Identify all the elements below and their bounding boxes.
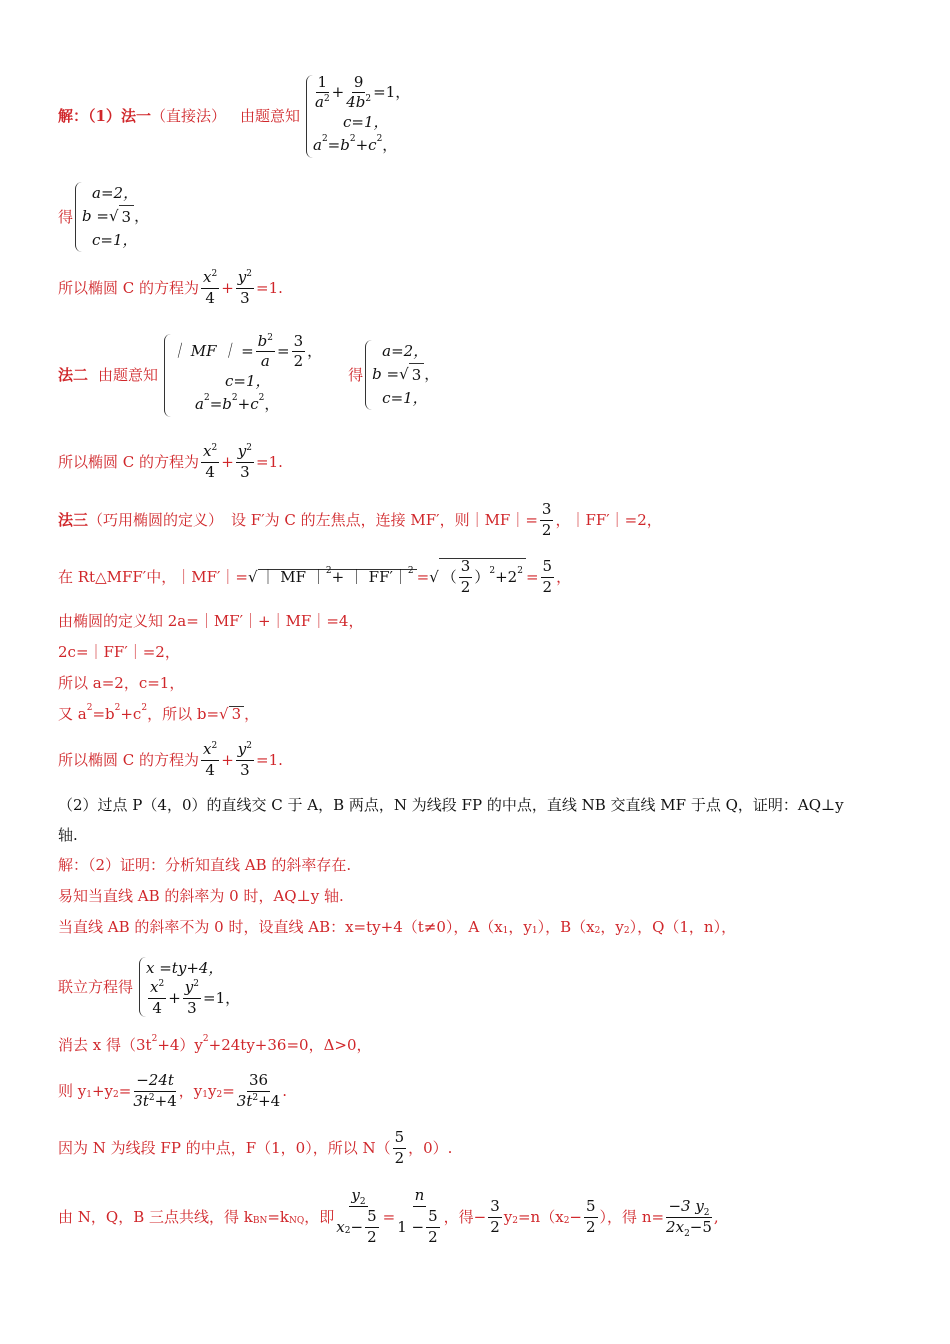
p3-line3: 由椭圆的定义知 2a=｜MF′｜+｜MF｜=4，: [58, 612, 364, 630]
p1-conclusion: 所以椭圆 C 的方程为 $\frac{x^2}{4}$ + $\frac{y^2}{3}$ =1.: [58, 267, 283, 307]
p1-system: $\frac{1}{a^2}$ + $\frac{9}{4b^2}$ =1， c=1， a 2 =b 2 +c 2 ，: [306, 75, 410, 158]
p1-result-system: a=2， b = √ 3 ， c=1，: [75, 182, 149, 253]
question-2-line1: （2）过点 P（4，0）的直线交 C 于 A，B 两点，N 为线段 FP 的中点，直线 NB 交直线 MF 于点 Q，证明：AQ⊥y: [58, 796, 844, 814]
s2-line8: 由 N，Q，B 三点共线，得 k BN =k NQ ，即 $y_2$ x 2 − $\frac{5}{2}$ = n 1 − $\frac{5}{2}$ ，得− $\frac{3}{2}$ y 2 =n（x 2 − $\frac{5}{2}$ ），得 n= $\frac{-3 y_2}{2x_2-5}$ ,: [58, 1186, 719, 1246]
solution-label: 解：（1）: [58, 106, 121, 125]
p1-line: [58, 62, 416, 170]
p2-result-system: a=2， b = √ 3 ， c=1，: [365, 340, 439, 411]
method-1-label: 法一: [120, 106, 151, 125]
p3-line2-text: 在 Rt△MFF′中，｜MF′｜=: [58, 567, 248, 586]
s2-line5: 消去 x 得（3t 2 +4）y 2 +24ty+36=0，Δ>0，: [58, 1034, 372, 1054]
p1-conclusion-text: 所以椭圆 C 的方程为: [58, 278, 200, 297]
p1-text: 由题意知: [239, 106, 300, 125]
s2-line1: 解：（2）证明：分析知直线 AB 的斜率存在.: [58, 856, 352, 874]
p2-line: [58, 320, 445, 430]
p3-line1-text: 设 F′为 C 的左焦点，连接 MF′，则｜MF｜=: [231, 510, 538, 529]
method-1-paren: （直接法）: [150, 106, 226, 125]
method-2-label: 法二: [58, 365, 89, 384]
p3-line2: 在 Rt△MFF′中，｜MF′｜= √ ｜ MF ｜ 2 + ｜ FF′｜ 2 = √ （ $\frac{3}{2}$ ） 2 +2 2 = $\frac{5}{2}$ ，: [58, 556, 572, 596]
p2-result-prefix: 得: [348, 365, 364, 384]
s2-line2: 易知当直线 AB 的斜率为 0 时，AQ⊥y 轴.: [58, 887, 344, 905]
p3-line5: 所以 a=2，c=1，: [58, 674, 185, 692]
p1-result-prefix: 得: [58, 207, 74, 226]
p1-result-line: [58, 178, 155, 256]
method-3-label: 法三: [58, 510, 89, 529]
p3-line4: 2c=｜FF′｜=2，: [58, 643, 180, 661]
p3-conclusion: 所以椭圆 C 的方程为 $\frac{x^2}{4}$ + $\frac{y^2}{3}$ =1.: [58, 739, 283, 779]
p2-conclusion: 所以椭圆 C 的方程为 $\frac{x^2}{4}$ + $\frac{y^2}{3}$ =1.: [58, 441, 283, 481]
s2-line7: 因为 N 为线段 FP 的中点，F（1，0），所以 N（ $\frac{5}{2}$ ，0）.: [58, 1127, 453, 1167]
p2-text: 由题意知: [98, 365, 159, 384]
p3-line1: 法三 （巧用椭圆的定义） 设 F′为 C 的左焦点，连接 MF′，则｜MF｜= $\frac{3}{2}$ ，｜FF′｜=2，: [58, 499, 662, 539]
s2-system-prefix: 联立方程得: [58, 977, 134, 996]
s2-system-line: [58, 948, 246, 1026]
method-3-paren: （巧用椭圆的定义）: [88, 510, 224, 529]
s2-line3: 当直线 AB 的斜率不为 0 时，设直线 AB：x=ty+4（t≠0），A（x 1 ，y 1 ），B（x 2 ，y 2 ），Q（1，n），: [58, 918, 737, 936]
p2-system: ｜ MF ｜ = $\frac{b^2}{a}$ = $\frac{3}{2}$ ， c=1， a 2 =b 2 +c 2 ，: [164, 334, 322, 417]
p3-line6: 又 a 2 =b 2 +c 2 ，所以 b= √ 3 ，: [58, 702, 260, 723]
question-2-line2: 轴.: [58, 826, 78, 844]
s2-line6: 则 y 1 +y 2 = $\frac{-24t}{3t^2+4}$ ，y 1 y 2 = $\frac{36}{3t^2+4}$ .: [58, 1070, 288, 1110]
p3-conclusion-text: 所以椭圆 C 的方程为: [58, 750, 200, 769]
p2-conclusion-text: 所以椭圆 C 的方程为: [58, 452, 200, 471]
s2-system: x =ty+4， $\frac{x^2}{4}$ + $\frac{y^2}{3}$ =1，: [139, 957, 240, 1017]
